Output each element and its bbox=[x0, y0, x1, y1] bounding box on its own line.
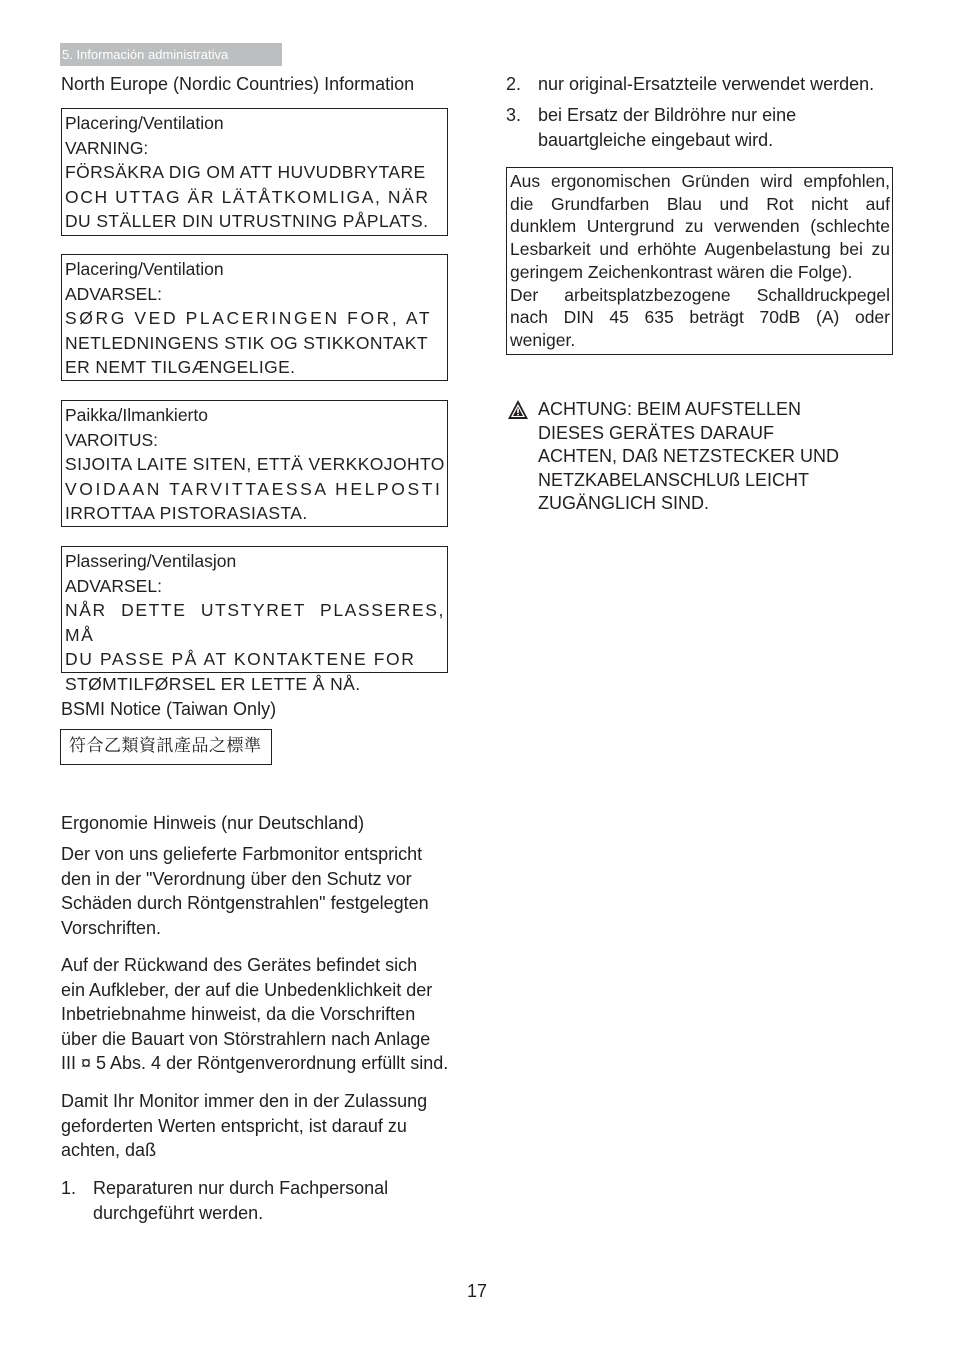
warning-triangle-icon bbox=[507, 399, 529, 421]
list-text bbox=[538, 72, 874, 97]
box-lead: Plassering/Ventilasjon bbox=[65, 551, 237, 571]
warning-line: ZUGÄNGLICH SIND. bbox=[538, 493, 710, 513]
section-tag: 5. Información administrativa bbox=[60, 43, 282, 66]
box-label: VARNING: bbox=[65, 137, 149, 158]
box-lead: Placering/Ventilation bbox=[65, 113, 224, 133]
list-number: 2. bbox=[506, 74, 522, 94]
nordic-box-danish bbox=[61, 254, 448, 381]
paragraph-line: achten, daß bbox=[61, 1140, 157, 1160]
bsmi-heading: BSMI Notice (Taiwan Only) bbox=[61, 699, 277, 719]
ergonomie-notice-box bbox=[506, 167, 893, 355]
list-number: 3. bbox=[506, 105, 522, 125]
list-item bbox=[506, 72, 906, 98]
box-line: Der arbeitsplatzbezogene Schalldruckpegel bbox=[510, 284, 890, 305]
box-line: nach DIN 45 635 beträgt 70dB (A) oder bbox=[510, 307, 890, 328]
box-label: ADVARSEL: bbox=[65, 283, 162, 304]
list-line: durchgeführt werden. bbox=[93, 1202, 264, 1223]
list-line: nur original-Ersatzteile verwendet werden. bbox=[538, 74, 875, 94]
list-text bbox=[538, 103, 796, 152]
box-line: dunklem Untergrund zu verwenden (schlechte bbox=[510, 216, 890, 237]
box-line: SIJOITA LAITE SITEN, ETTÄ VERKKOJOHTO bbox=[65, 454, 445, 474]
box-label: VAROITUS: bbox=[65, 429, 159, 450]
warning-line: DIESES GERÄTES DARAUF bbox=[538, 422, 775, 443]
box-line: NÅR DETTE UTSTYRET PLASSERES, MÅ bbox=[65, 600, 445, 645]
box-line: FÖRSÄKRA DIG OM ATT HUVUDBRYTARE bbox=[65, 162, 426, 182]
paragraph-line: Inbetriebnahme hinweist, da die Vorschriften bbox=[61, 1004, 416, 1024]
box-line: weniger. bbox=[510, 329, 576, 350]
paragraph-line: geforderten Werten entspricht, ist darauf zu bbox=[61, 1115, 407, 1136]
warning-text bbox=[538, 398, 868, 516]
nordic-box-finnish bbox=[61, 400, 448, 527]
paragraph-line: Der von uns gelieferte Farbmonitor entspricht bbox=[61, 844, 423, 864]
box-lead: Placering/Ventilation bbox=[65, 259, 224, 279]
bsmi-label: 符合乙類資訊產品之標準 bbox=[60, 729, 272, 765]
paragraph-line: III ¤ 5 Abs. 4 der Röntgenverordnung erfüllt sind. bbox=[61, 1053, 449, 1073]
list-line: bauartgleiche eingebaut wird. bbox=[538, 129, 774, 150]
warning-line: ACHTUNG: BEIM AUFSTELLEN bbox=[538, 399, 802, 419]
warning-line: ACHTEN, DAß NETZSTECKER UND bbox=[538, 446, 840, 466]
list-text bbox=[93, 1176, 388, 1225]
box-line: SØRG VED PLACERINGEN FOR, AT bbox=[65, 308, 433, 328]
box-line: OCH UTTAG ÄR LÄTÅTKOMLIGA, NÄR bbox=[65, 186, 430, 207]
box-line: STØMTILFØRSEL ER LETTE Å NÅ. bbox=[65, 673, 361, 694]
ergonomie-paragraph-3 bbox=[61, 1089, 461, 1163]
box-line: Lesbarkeit und erhöhte Augenbelastung bei zu bbox=[510, 239, 890, 260]
list-line: Reparaturen nur durch Fachpersonal bbox=[93, 1178, 389, 1198]
nordic-box-swedish bbox=[61, 108, 448, 236]
box-line: die Grundfarben Blau und Rot nicht auf bbox=[510, 193, 890, 214]
box-line: VOIDAAN TARVITTAESSA HELPOSTI bbox=[65, 478, 443, 499]
box-line: Aus ergonomischen Gründen wird empfohlen, bbox=[510, 171, 890, 191]
box-line: DU STÄLLER DIN UTRUSTNING PÅPLATS. bbox=[65, 211, 429, 231]
box-line: NETLEDNINGENS STIK OG STIKKONTAKT bbox=[65, 332, 428, 353]
nordic-box-norwegian bbox=[61, 546, 448, 694]
paragraph-line: den in der "Verordnung über den Schutz vor bbox=[61, 868, 412, 889]
paragraph-line: Vorschriften. bbox=[61, 917, 162, 938]
box-line: geringem Zeichenkontrast wären die Folge). bbox=[510, 261, 853, 282]
box-lead: Paikka/Ilmankierto bbox=[65, 405, 208, 425]
ergonomie-heading: Ergonomie Hinweis (nur Deutschland) bbox=[61, 813, 365, 833]
list-item bbox=[61, 1176, 441, 1228]
nordic-heading: North Europe (Nordic Countries) Information bbox=[61, 74, 415, 94]
paragraph-line: Damit Ihr Monitor immer den in der Zulassung bbox=[61, 1091, 428, 1111]
warning-line: NETZKABELANSCHLUß LEICHT bbox=[538, 469, 810, 490]
ergonomie-paragraph-1 bbox=[61, 842, 461, 940]
list-number: 1. bbox=[61, 1178, 77, 1198]
ergonomie-paragraph-2 bbox=[61, 953, 461, 1076]
paragraph-line: über die Bauart von Störstrahlern nach Anlage bbox=[61, 1028, 431, 1049]
list-item bbox=[506, 103, 906, 155]
box-line: DU PASSE PÅ AT KONTAKTENE FOR bbox=[65, 649, 416, 669]
paragraph-line: Schäden durch Röntgenstrahlen" festgelegten bbox=[61, 893, 429, 913]
box-line: ER NEMT TILGÆNGELIGE. bbox=[65, 357, 296, 377]
paragraph-line: ein Aufkleber, der auf die Unbedenklichkeit der bbox=[61, 979, 433, 1000]
box-label: ADVARSEL: bbox=[65, 575, 162, 596]
paragraph-line: Auf der Rückwand des Gerätes befindet sich bbox=[61, 955, 418, 975]
list-line: bei Ersatz der Bildröhre nur eine bbox=[538, 105, 797, 125]
box-line: IRROTTAA PISTORASIASTA. bbox=[65, 503, 308, 523]
page-number: 17 bbox=[466, 1281, 488, 1301]
